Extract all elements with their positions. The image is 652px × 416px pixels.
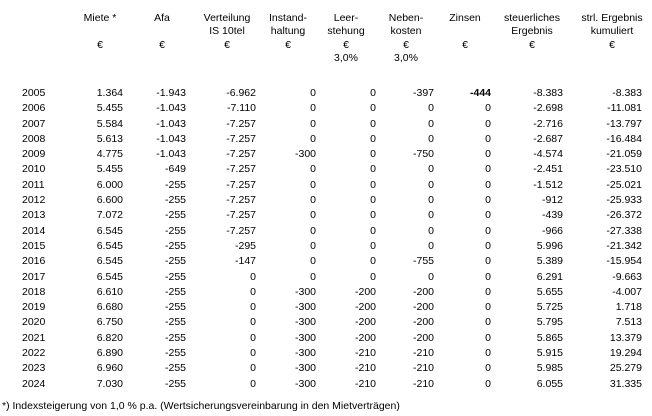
table-cell: -255 [164,347,186,360]
table-row [0,147,652,162]
table-cell: 0 [310,224,316,237]
table-cell: -255 [164,301,186,314]
table-row [0,361,652,376]
table-cell: 0 [428,194,434,207]
table-cell: -147 [234,255,256,268]
table-cell: 5.613 [96,132,123,145]
table-cell: -1.043 [156,132,186,145]
table-cell: 0 [370,209,376,222]
row-year: 2011 [22,178,45,191]
table-cell: -255 [164,331,186,344]
table-cell: -7.257 [226,224,256,237]
col-header-label: Zinsen [449,12,481,24]
row-year: 2013 [22,209,46,222]
table-cell: 0 [370,255,376,268]
table-cell: 0 [310,239,316,252]
table-cell: -23.510 [606,163,642,176]
table-cell: 0 [428,163,434,176]
table-row [0,315,652,330]
rate-label: 3,0% [394,52,418,64]
table-row [0,239,652,254]
table-cell: -300 [294,362,316,375]
table-cell: 25.279 [609,362,642,375]
table-row [0,101,652,116]
table-cell: 0 [485,194,491,207]
table-cell: 0 [310,132,316,145]
table-cell: -210 [354,347,376,360]
table-row [0,270,652,285]
row-year: 2014 [22,224,46,237]
row-year: 2015 [22,239,46,252]
row-year: 2024 [22,377,46,390]
col-header-label: Leer- stehung [327,12,365,37]
table-cell: -26.372 [606,209,642,222]
table-cell: -7.257 [226,194,256,207]
table-cell: -210 [412,377,434,390]
table-cell: 0 [370,178,376,191]
table-cell: -4.574 [533,148,563,161]
table-cell: 0 [485,285,491,298]
table-cell: 0 [485,347,491,360]
table-cell: 0 [310,87,316,99]
table-cell: 0 [485,301,491,314]
row-year: 2005 [22,87,46,99]
table-cell: 5.584 [96,117,123,130]
table-cell: -27.338 [606,224,642,237]
table-row [0,86,652,101]
table-cell: 6.545 [96,224,123,237]
table-cell: 5.455 [96,102,123,115]
col-header-instandhaltung [260,12,316,52]
table-cell: 0 [310,209,316,222]
table-cell: -966 [541,224,563,237]
table-cell: -1.512 [533,178,563,191]
col-header-label: Instand- haltung [269,12,307,37]
table-cell: -16.484 [606,132,642,145]
table-cell: 0 [428,209,434,222]
table-cell: -755 [412,255,434,268]
table-cell: -300 [294,148,316,161]
table-cell: 4.775 [96,148,123,161]
table-cell: -300 [294,285,316,298]
table-cell: 6.000 [96,178,123,191]
row-year: 2021 [22,331,46,344]
table-cell: -15.954 [606,255,642,268]
col-header-label: steuerliches Ergebnis [503,12,561,37]
table-cell: 6.610 [96,285,123,298]
table-cell: 0 [250,285,256,298]
table-cell: 6.960 [96,362,123,375]
col-header-label: Neben- kosten [388,12,424,37]
table-cell: 5.455 [96,163,123,176]
table-cell: -21.059 [606,148,642,161]
table-cell: 5.915 [536,347,563,360]
table-cell: 0 [370,270,376,283]
table-cell: 6.680 [96,301,123,314]
table-cell: 0 [428,178,434,191]
col-header-steuerliches-ergebnis [492,12,572,52]
table-cell: 5.985 [536,362,563,375]
table-cell: 0 [428,132,434,145]
table-cell: 7.513 [615,316,642,329]
table-cell: -210 [354,377,376,390]
table-cell: 0 [485,209,491,222]
table-cell: 0 [428,224,434,237]
table-cell: -255 [164,209,186,222]
table-cell: 0 [485,148,491,161]
table-cell: -2.687 [533,132,563,145]
table-row [0,132,652,147]
table-cell: 0 [310,255,316,268]
table-cell: 0 [485,377,491,390]
currency-symbol: € [343,39,349,51]
table-cell: -200 [412,316,434,329]
table-row [0,254,652,269]
table-cell: 6.820 [96,331,123,344]
table-cell: -7.257 [226,117,256,130]
table-cell: -7.110 [227,102,256,115]
table-cell: -25.021 [606,178,642,191]
table-row [0,331,652,346]
rate-label: 3,0% [334,52,358,64]
table-cell: -300 [294,347,316,360]
table-cell: 7.030 [96,377,123,390]
table-cell: 0 [310,102,316,115]
table-cell: -200 [354,301,376,314]
table-row [0,117,652,132]
table-cell: -300 [294,301,316,314]
currency-symbol: € [224,39,230,51]
table-cell: 6.750 [96,316,123,329]
table-cell: 0 [428,270,434,283]
table-cell: 0 [370,224,376,237]
table-cell: 6.890 [96,347,123,360]
table-cell: -200 [354,285,376,298]
table-cell: 0 [310,117,316,130]
col-header-label: Miete * [83,12,117,24]
table-cell: -300 [294,316,316,329]
row-year: 2018 [22,285,46,298]
table-cell: 0 [485,270,491,283]
col-header-label: Afa [154,12,170,24]
table-cell: -6.962 [226,87,256,99]
table-cell: -7.257 [226,132,256,145]
table-cell: -1.943 [156,87,186,99]
table-cell: 0 [370,163,376,176]
table-cell: -1.043 [156,148,186,161]
table-cell: 0 [310,163,316,176]
col-header-ergebnis-kumuliert [572,12,652,52]
table-row [0,346,652,361]
table-cell: 0 [370,117,376,130]
table-cell: 0 [485,331,491,344]
col-header-nebenkosten [378,12,434,65]
table-cell: -439 [541,209,563,222]
currency-symbol: € [97,39,103,51]
table-row [0,377,652,392]
table-cell: -200 [412,285,434,298]
table-cell: -295 [234,239,256,252]
table-cell: -300 [294,377,316,390]
table-cell: 0 [370,102,376,115]
table-cell: -300 [294,331,316,344]
row-year: 2006 [22,102,46,115]
row-year: 2007 [22,117,46,130]
table-cell: 6.600 [96,194,123,207]
table-cell: 6.545 [96,239,123,252]
table-cell: -255 [164,362,186,375]
table-row [0,178,652,193]
col-header-leerstehung [318,12,374,65]
col-header-label: Verteilung IS 10tel [203,12,251,37]
table-cell: 0 [428,117,434,130]
table-cell: 0 [370,239,376,252]
table-cell: 0 [310,270,316,283]
footnote: *) Indexsteigerung von 1,0 % p.a. (Wertsicherungsvereinbarung in den Mietverträgen) [2,400,400,412]
currency-symbol: € [609,39,615,51]
row-year: 2019 [22,301,46,314]
table-cell: -2.698 [533,102,563,115]
col-header-zinsen [440,12,490,52]
table-cell: -4.007 [612,285,642,298]
currency-symbol: € [159,39,165,51]
table-cell: -7.257 [226,148,256,161]
table-cell: -210 [354,362,376,375]
row-year: 2008 [22,132,46,145]
table-cell: -11.081 [607,102,642,115]
table-cell: -255 [164,270,186,283]
row-year: 2012 [22,194,46,207]
table-cell: 0 [370,87,376,99]
col-header-miete [70,12,130,52]
table-cell: 0 [250,331,256,344]
table-cell: 6.291 [536,270,563,283]
table-cell: 0 [485,132,491,145]
table-cell: -9.663 [612,270,642,283]
col-header-verteilung [192,12,262,52]
table-cell: 5.865 [536,331,563,344]
table-cell: 0 [370,148,376,161]
table-cell: -7.257 [226,178,256,191]
table-cell: 1.718 [615,301,642,314]
table-cell: -397 [412,87,434,99]
row-year: 2009 [22,148,46,161]
table-cell: 31.335 [609,377,642,390]
table-cell: -912 [541,194,563,207]
row-year: 2020 [22,316,46,329]
table-cell: -8.383 [533,87,563,99]
row-year: 2010 [22,163,46,176]
table-cell: -13.797 [606,117,642,130]
table-cell: -1.043 [156,117,186,130]
table-row [0,285,652,300]
table-cell: 0 [250,362,256,375]
table-cell: -255 [164,224,186,237]
table-cell: -255 [164,255,186,268]
table-cell: 13.379 [609,331,642,344]
table-cell: 0 [370,194,376,207]
table-cell: -7.257 [226,163,256,176]
table-cell: -255 [164,377,186,390]
table-cell: 5.795 [536,316,563,329]
table-cell: 0 [485,316,491,329]
table-cell: -8.383 [612,87,642,99]
table-cell: -255 [164,178,186,191]
currency-symbol: € [529,39,535,51]
table-cell: -210 [412,347,434,360]
row-year: 2016 [22,255,46,268]
table-cell: -750 [412,148,434,161]
table-cell: 0 [428,239,434,252]
table-cell: 6.545 [96,255,123,268]
table-cell: 0 [250,301,256,314]
table-cell: 0 [250,316,256,329]
data-table [0,86,652,392]
table-cell: 0 [428,102,434,115]
table-cell: 6.055 [536,377,563,390]
table-cell: -255 [164,239,186,252]
table-cell: -200 [354,331,376,344]
table-cell: 0 [370,132,376,145]
table-cell: -7.257 [226,209,256,222]
table-cell: 5.389 [536,255,563,268]
table-row [0,162,652,177]
table-cell: 5.996 [536,239,563,252]
table-cell: 0 [310,178,316,191]
table-cell: 6.545 [96,270,123,283]
table-cell: -255 [164,194,186,207]
table-cell: 1.364 [96,87,123,99]
table-cell: 0 [485,163,491,176]
currency-symbol: € [462,39,468,51]
table-cell: -2.451 [533,163,563,176]
table-row [0,224,652,239]
table-cell: 5.725 [536,301,563,314]
row-year: 2022 [22,347,46,360]
table-cell: -200 [412,331,434,344]
col-header-label: strl. Ergebnis kumuliert [581,12,643,37]
table-cell: -210 [412,362,434,375]
table-cell: -255 [164,316,186,329]
table-cell: 0 [485,239,491,252]
table-cell: 0 [310,194,316,207]
table-cell: 7.072 [96,209,123,222]
table-cell: 0 [485,255,491,268]
table-cell: 0 [485,102,491,115]
table-cell: -200 [412,301,434,314]
table-cell: -255 [164,285,186,298]
table-cell: -1.043 [156,102,186,115]
table-cell: -25.933 [606,194,642,207]
table-row [0,208,652,223]
currency-symbol: € [403,39,409,51]
table-cell: 5.655 [536,285,563,298]
table-cell: 0 [250,270,256,283]
table-cell: 0 [485,117,491,130]
row-year: 2017 [22,270,46,283]
table-cell: -2.716 [533,117,563,130]
table-cell: -200 [354,316,376,329]
table-cell: 0 [485,178,491,191]
table-cell: -649 [164,163,186,176]
col-header-afa [137,12,187,52]
table-cell: 0 [250,347,256,360]
row-year: 2023 [22,362,46,375]
currency-symbol: € [285,39,291,51]
table-cell: 0 [250,377,256,390]
table-row [0,300,652,315]
table-cell: -444 [469,87,491,99]
table-cell: 0 [485,224,491,237]
table-cell: -21.342 [606,239,642,252]
table-cell: 19.294 [609,347,642,360]
table-row [0,193,652,208]
table-cell: 0 [485,362,491,375]
